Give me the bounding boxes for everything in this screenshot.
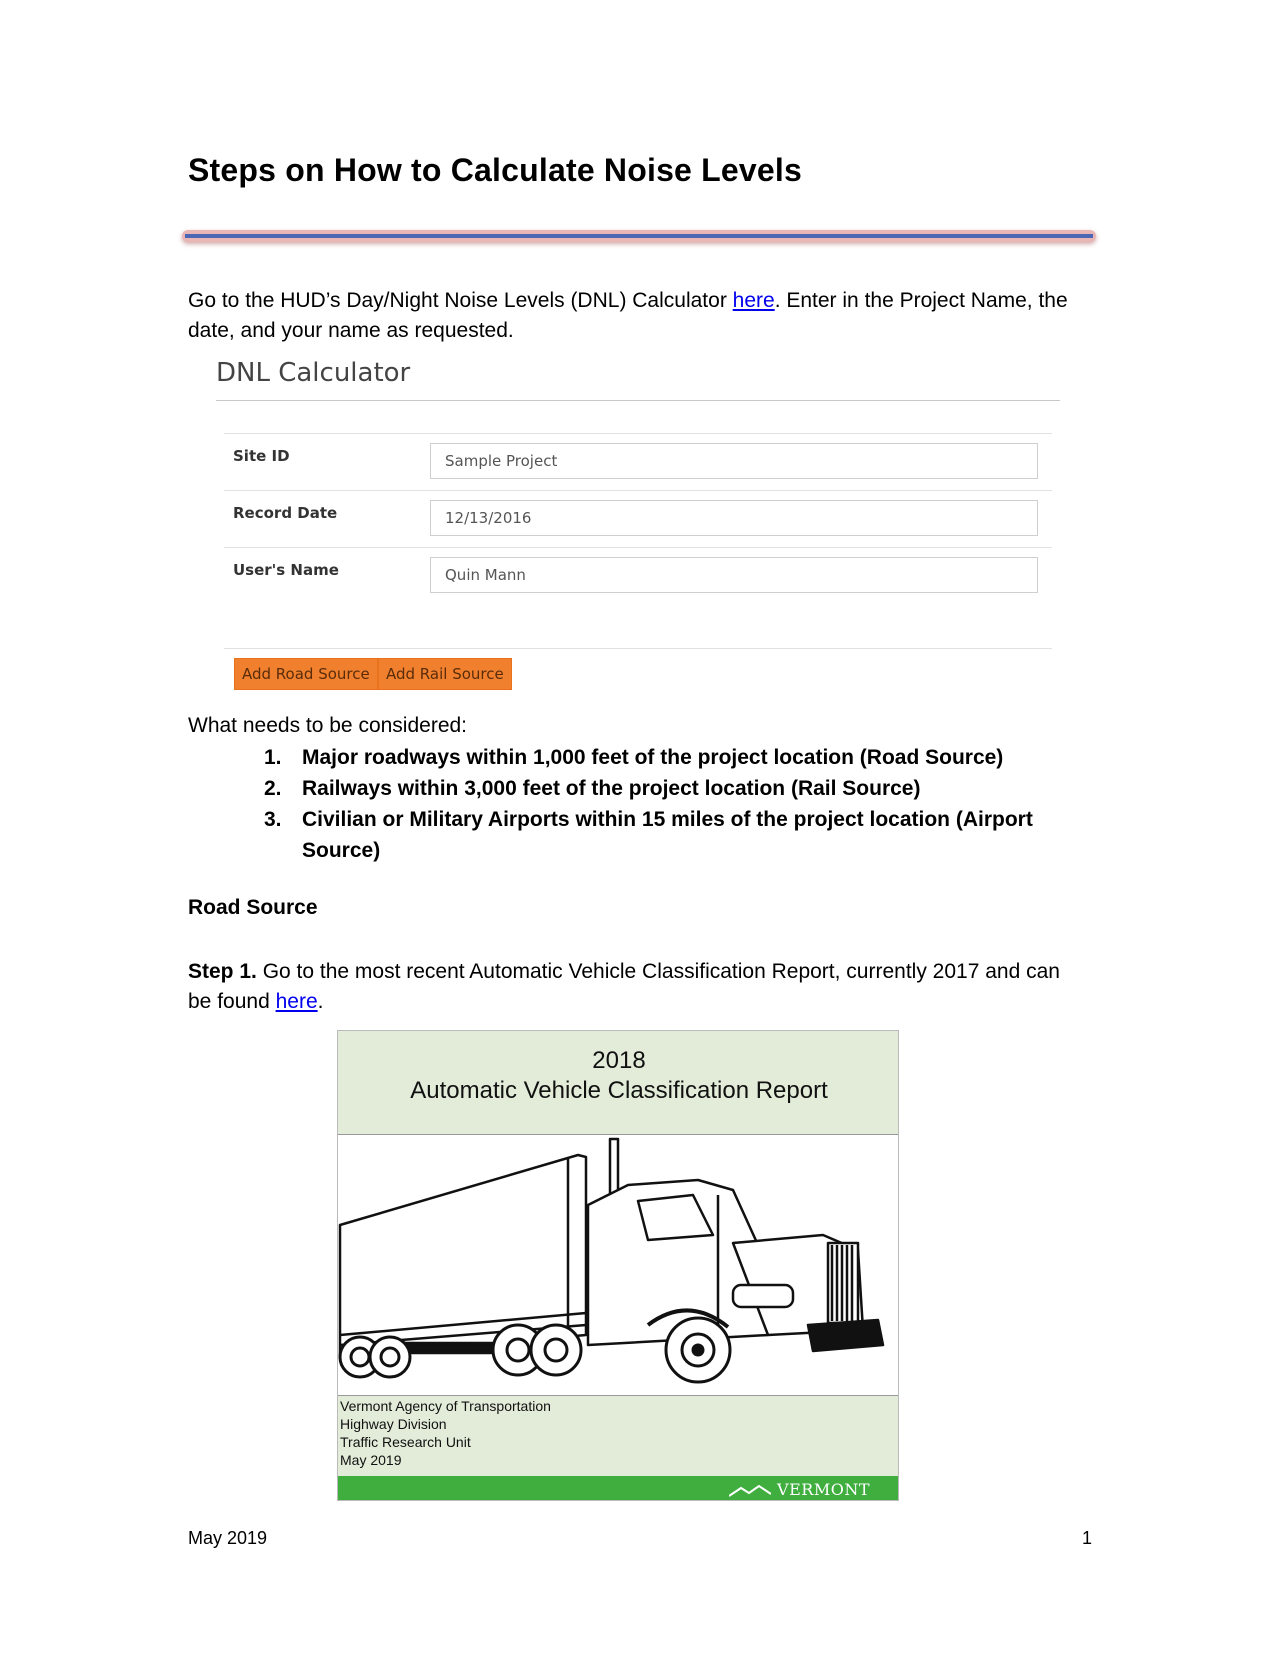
list-number: 3. (264, 808, 282, 831)
step-label: Step 1. (188, 960, 257, 983)
avc-report-link[interactable]: here (275, 990, 318, 1013)
page-number: 1 (1082, 1528, 1093, 1548)
dnl-calculator-link[interactable]: here (732, 289, 775, 312)
cover-date: May 2019 (340, 1452, 402, 1468)
intro-text-end: . Enter in the Project Name, the date, and your name as requested. (188, 289, 1068, 342)
road-source-heading: Road Source (188, 896, 318, 919)
form-divider (224, 648, 1052, 649)
cover-green-band (338, 1476, 899, 1501)
users-name-label: User's Name (233, 561, 339, 579)
mountain-icon (729, 1485, 771, 1497)
cover-info (338, 1396, 899, 1476)
truck-illustration (338, 1135, 899, 1396)
cover-division: Highway Division (340, 1416, 447, 1432)
vermont-logo-text: VERMONT (777, 1480, 870, 1499)
intro-text: Go to the HUD’s Day/Night Noise Levels (DNL) Calculator (188, 289, 733, 312)
record-date-input[interactable] (430, 500, 1038, 536)
report-cover-image (337, 1030, 899, 1501)
step-1-paragraph (188, 957, 1088, 1017)
intro-paragraph (188, 286, 1088, 346)
page-title: Steps on How to Calculate Noise Levels (188, 152, 802, 188)
dnl-title-underline (216, 400, 1060, 401)
considered-heading: What needs to be considered: (188, 714, 468, 737)
cover-agency: Vermont Agency of Transportation (340, 1398, 551, 1414)
truck-icon (338, 1135, 899, 1396)
footer-date: May 2019 (188, 1528, 268, 1548)
add-road-source-button[interactable]: Add Road Source (234, 658, 378, 690)
record-date-label: Record Date (233, 504, 338, 522)
form-divider (224, 547, 1052, 548)
form-divider (224, 433, 1052, 434)
list-text: Major roadways within 1,000 feet of the project location (Road Source) (302, 746, 1004, 769)
cover-year: 2018 (592, 1047, 646, 1074)
add-rail-source-button[interactable]: Add Rail Source (378, 658, 512, 690)
site-id-input[interactable] (430, 443, 1038, 479)
step-text: Go to the most recent Automatic Vehicle Classification Report, currently 2017 and can be found (188, 960, 1060, 1013)
vermont-logo (729, 1480, 870, 1499)
cover-header (338, 1031, 899, 1135)
list-number: 1. (264, 746, 282, 769)
list-number: 2. (264, 777, 282, 800)
cover-report-name: Automatic Vehicle Classification Report (410, 1077, 828, 1104)
users-name-input[interactable] (430, 557, 1038, 593)
step-end: . (317, 990, 324, 1013)
list-text: Civilian or Military Airports within 15 miles of the project location (Airport Source) (302, 808, 1033, 862)
list-text: Railways within 3,000 feet of the project location (Rail Source) (302, 777, 921, 800)
dnl-calculator-title: DNL Calculator (216, 358, 411, 388)
cover-unit: Traffic Research Unit (340, 1434, 471, 1450)
title-divider (182, 230, 1096, 244)
form-divider (224, 490, 1052, 491)
site-id-label: Site ID (233, 447, 290, 465)
